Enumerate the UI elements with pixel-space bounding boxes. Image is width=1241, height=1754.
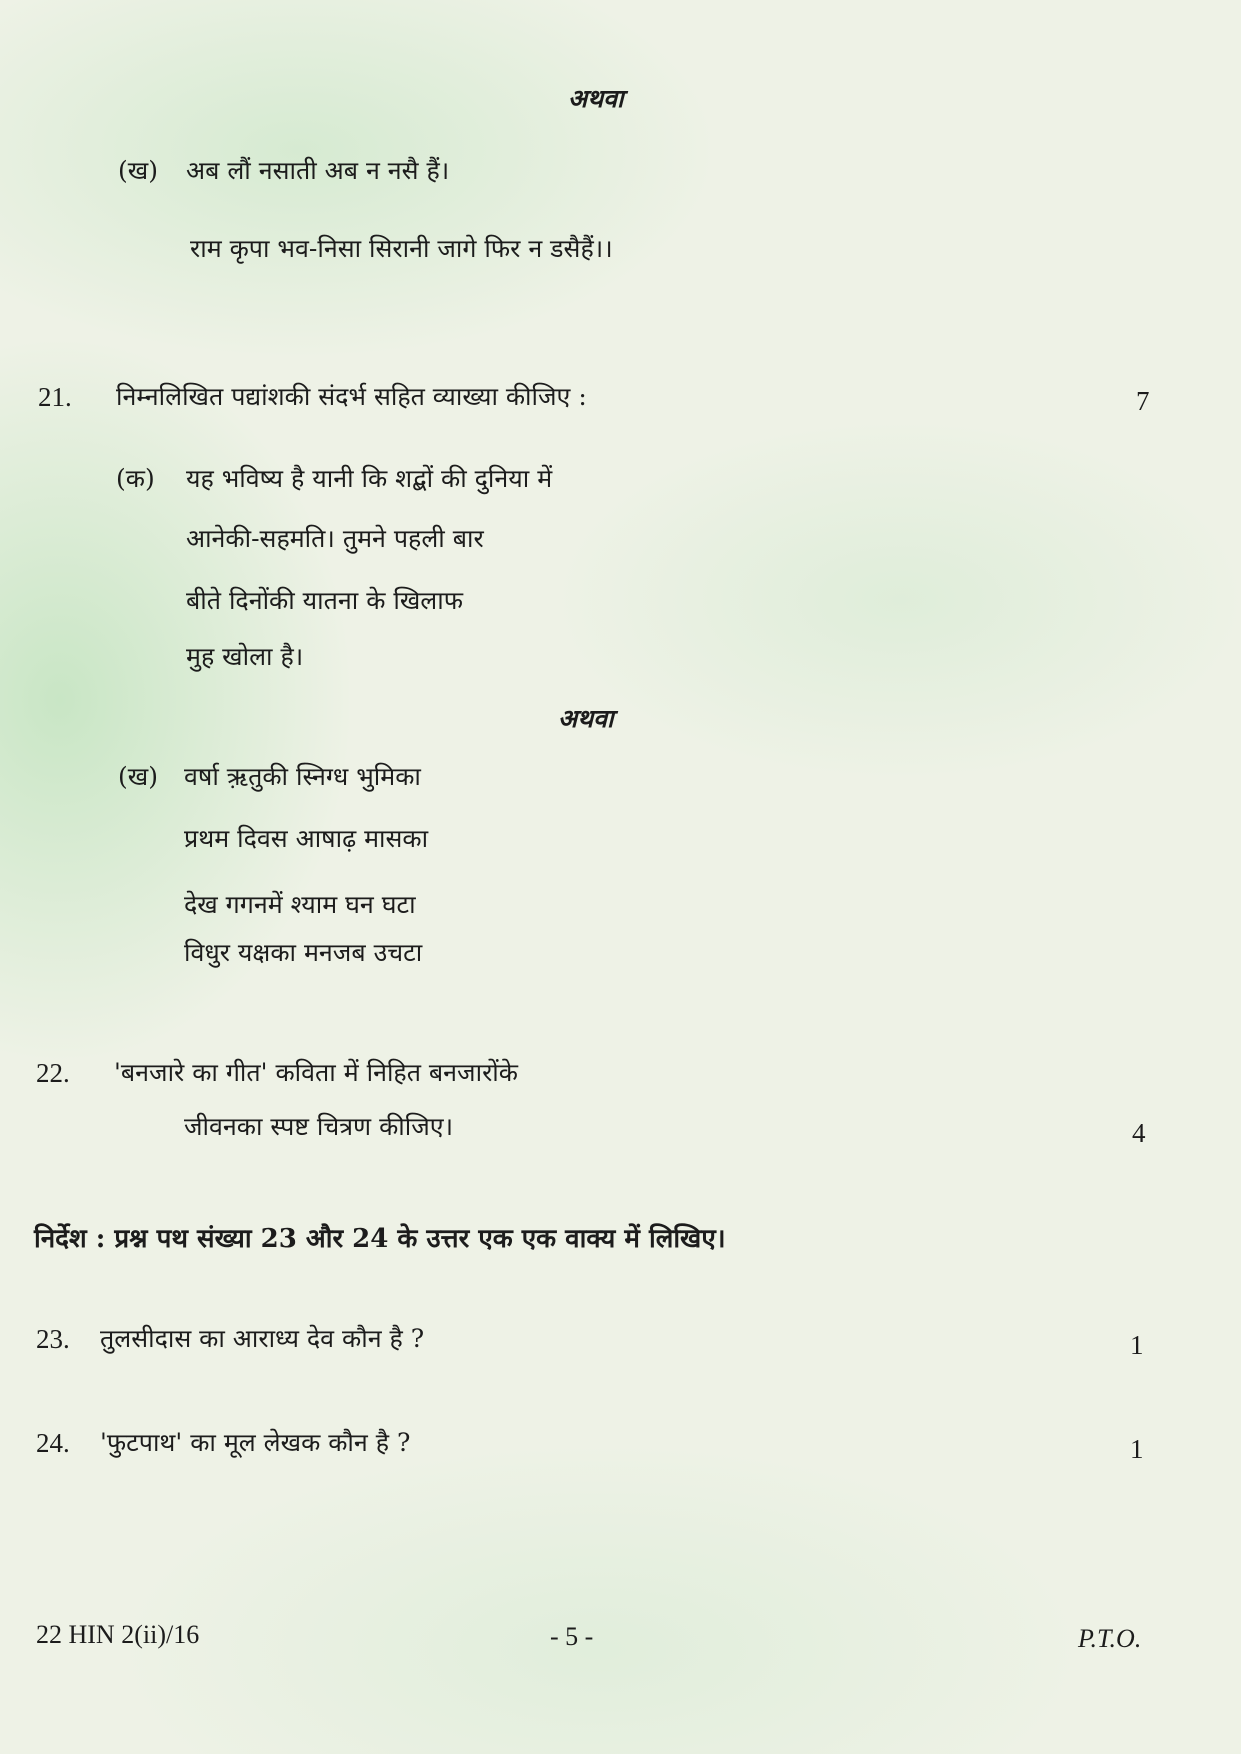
q21b-line-4: विधुर यक्षका मनजब उचटा (184, 938, 423, 967)
q22-line-2: जीवनका स्पष्ट चित्रण कीजिए। (184, 1112, 454, 1141)
q23-marks: 1 (1130, 1330, 1144, 1360)
q21b-line-2: प्रथम दिवस आषाढ़ मासका (184, 824, 429, 853)
instruction: निर्देश : प्रश्न पथ संख्या 23 और 24 के उत्तर एक एक वाक्य में लिखिए। (34, 1224, 726, 1254)
q23-number: 23. (36, 1324, 70, 1354)
q21a-label: (क) (116, 464, 155, 493)
footer-paper-code: 22 HIN 2(ii)/16 (36, 1620, 200, 1649)
q21a-line-3: बीते दिनोंकी यातना के खिलाफ (186, 586, 463, 615)
q21-question: निम्नलिखित पद्यांशकी संदर्भ सहित व्याख्या कीजिए : (116, 382, 587, 411)
q21-marks: 7 (1136, 386, 1150, 416)
q21b-line-3: देख गगनमें श्याम घन घटा (184, 890, 416, 919)
q21-or-heading: अथवा (558, 704, 614, 733)
q22-marks: 4 (1132, 1118, 1146, 1148)
q24-text: 'फुटपाथ' का मूल लेखक कौन है ? (100, 1428, 411, 1457)
q20b-line-2: राम कृपा भव-निसा सिरानी जागे फिर न डसैहैं।। (190, 234, 613, 263)
q21a-line-1: यह भविष्य है यानी कि शद्बों की दुनिया में (186, 464, 553, 493)
q21b-label: (ख) (118, 762, 158, 791)
q24-marks: 1 (1130, 1434, 1144, 1464)
footer-pto: P.T.O. (1078, 1624, 1142, 1653)
q21b-line-1: वर्षा ऋ़तुकी स्निग्ध भुमिका (184, 762, 421, 791)
q21-number: 21. (38, 382, 72, 412)
footer-page-number: - 5 - (550, 1622, 594, 1651)
q21a-line-4: मुह खोला है। (186, 642, 304, 671)
q21a-line-2: आनेकी-सहमति। तुमने पहली बार (186, 524, 484, 553)
q24-number: 24. (36, 1428, 70, 1458)
or-heading-top: अथवा (568, 84, 624, 113)
q22-number: 22. (36, 1058, 70, 1088)
q23-text: तुलसीदास का आराध्य देव कौन है ? (100, 1324, 425, 1353)
q20b-label: (ख) (118, 156, 158, 185)
q20b-line-1: अब लौं नसाती अब न नसै हैं। (186, 156, 450, 185)
q22-line-1: 'बनजारे का गीत' कविता में निहित बनजारोंके (114, 1058, 518, 1087)
